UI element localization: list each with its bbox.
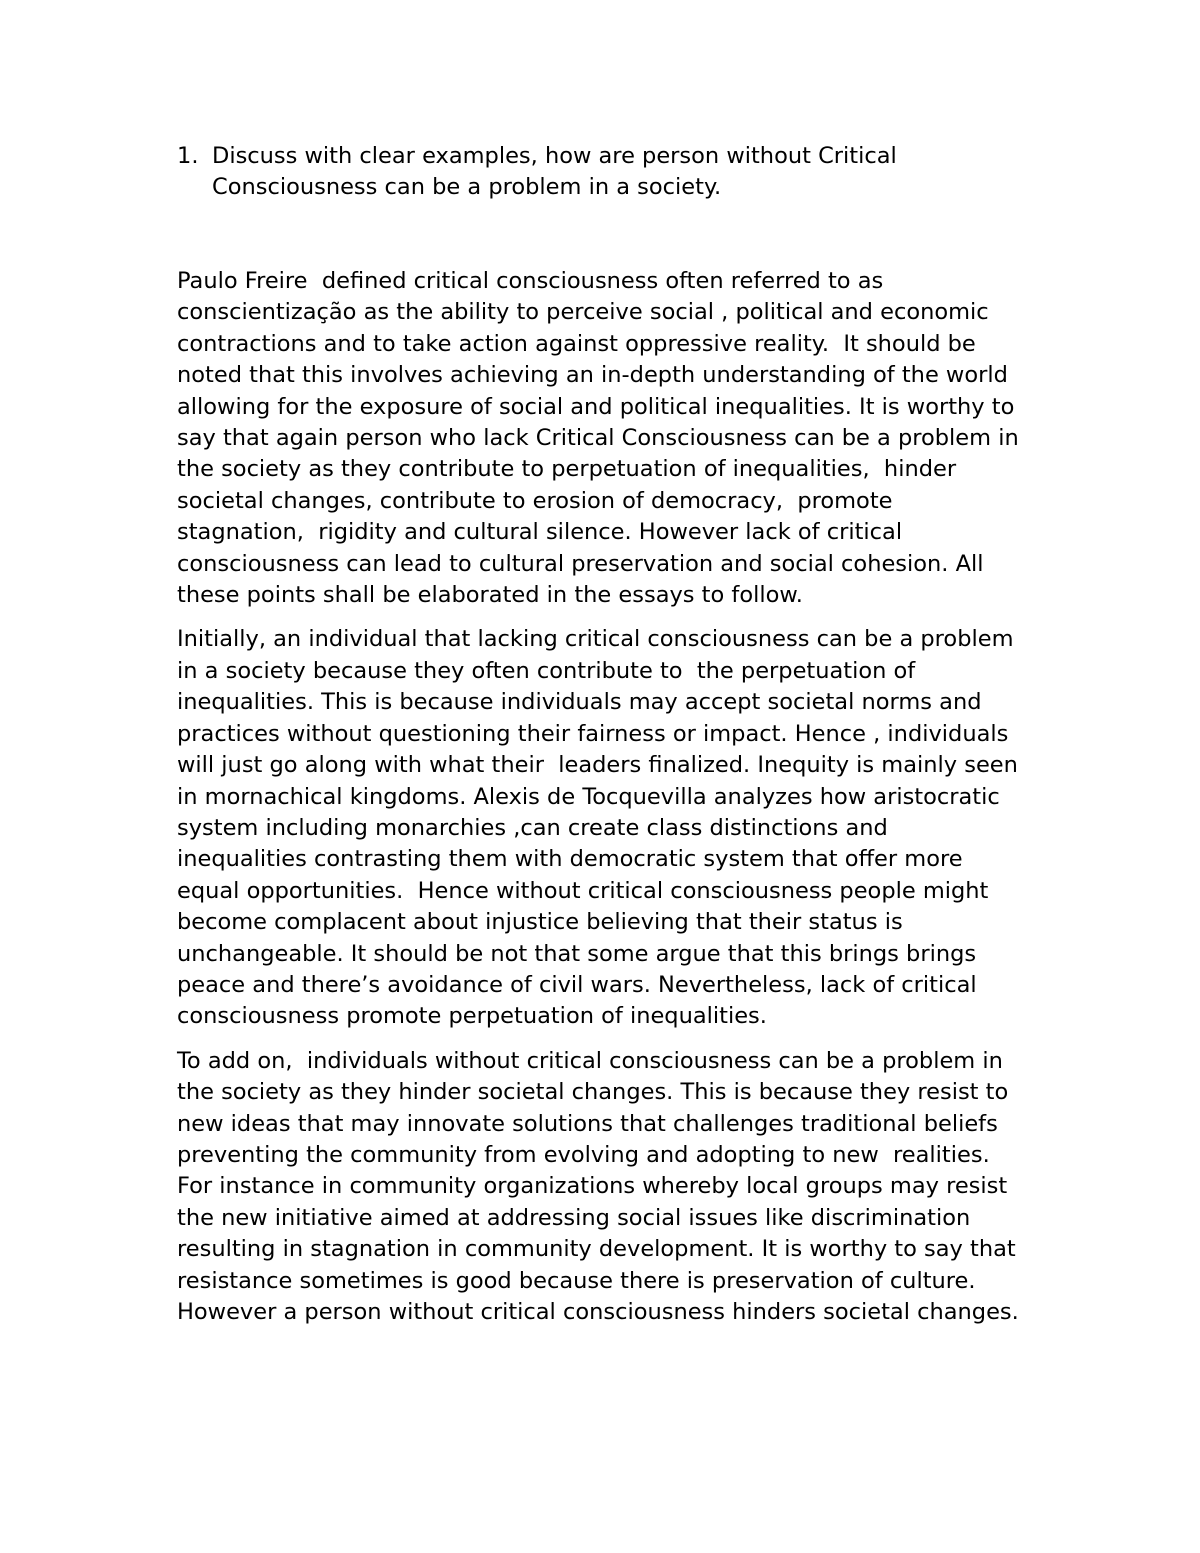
- text-line: unchangeable. It should be not that some argue that this brings brings: [177, 940, 977, 967]
- text-line: To add on, individuals without critical consciousness can be a problem in: [177, 1047, 1003, 1074]
- paragraph-societal-changes: [177, 1046, 1077, 1329]
- question-line: Consciousness can be a problem in a society.: [212, 174, 722, 201]
- text-line: consciousness can lead to cultural preservation and social cohesion. All: [177, 550, 984, 577]
- text-line: inequalities contrasting them with democratic system that offer more: [177, 846, 963, 873]
- essay-body: [177, 266, 1077, 1341]
- text-line: contractions and to take action against oppressive reality. It should be: [177, 330, 976, 357]
- text-line: the society as they hinder societal changes. This is because they resist to: [177, 1079, 1009, 1106]
- text-line: societal changes, contribute to erosion of democracy, promote: [177, 487, 893, 514]
- text-line: say that again person who lack Critical Consciousness can be a problem in: [177, 425, 1019, 452]
- text-line: For instance in community organizations whereby local groups may resist: [177, 1173, 1008, 1200]
- text-line: resulting in stagnation in community development. It is worthy to say that: [177, 1236, 1016, 1263]
- paragraph-inequalities: [177, 624, 1077, 1032]
- text-line: become complacent about injustice believing that their status is: [177, 909, 903, 936]
- question-number: 1.: [177, 143, 199, 169]
- text-line: the new initiative aimed at addressing social issues like discrimination: [177, 1204, 971, 1231]
- text-line: preventing the community from evolving and adopting to new realities.: [177, 1141, 990, 1168]
- text-line: new ideas that may innovate solutions that challenges traditional beliefs: [177, 1110, 998, 1137]
- text-line: these points shall be elaborated in the essays to follow.: [177, 582, 803, 609]
- text-line: in a society because they often contribute to the perpetuation of: [177, 657, 916, 684]
- text-line: noted that this involves achieving an in-depth understanding of the world: [177, 362, 1008, 389]
- question-text: [212, 141, 997, 204]
- paragraph-introduction: [177, 266, 1077, 611]
- text-line: peace and there’s avoidance of civil wars. Nevertheless, lack of critical: [177, 971, 977, 998]
- question-item: [177, 141, 997, 204]
- text-line: resistance sometimes is good because there is preservation of culture.: [177, 1267, 976, 1294]
- text-line: practices without questioning their fairness or impact. Hence , individuals: [177, 720, 1009, 747]
- text-line: allowing for the exposure of social and political inequalities. It is worthy to: [177, 393, 1015, 420]
- text-line: the society as they contribute to perpetuation of inequalities, hinder: [177, 456, 957, 483]
- text-line: conscientização as the ability to perceive social , political and economic: [177, 299, 989, 326]
- text-line: will just go along with what their leaders finalized. Inequity is mainly seen: [177, 752, 1018, 779]
- text-line: inequalities. This is because individuals may accept societal norms and: [177, 689, 982, 716]
- text-line: stagnation, rigidity and cultural silence. However lack of critical: [177, 519, 903, 546]
- text-line: system including monarchies ,can create class distinctions and: [177, 814, 888, 841]
- text-line: However a person without critical consciousness hinders societal changes.: [177, 1299, 1019, 1325]
- question-line: Discuss with clear examples, how are person without Critical: [212, 143, 897, 169]
- text-line: Initially, an individual that lacking critical consciousness can be a problem: [177, 626, 1014, 653]
- text-line: equal opportunities. Hence without critical consciousness people might: [177, 877, 989, 904]
- text-line: consciousness promote perpetuation of inequalities.: [177, 1003, 767, 1030]
- text-line: Paulo Freire defined critical consciousness often referred to as: [177, 268, 884, 294]
- text-line: in mornachical kingdoms. Alexis de Tocquevilla analyzes how aristocratic: [177, 783, 1000, 810]
